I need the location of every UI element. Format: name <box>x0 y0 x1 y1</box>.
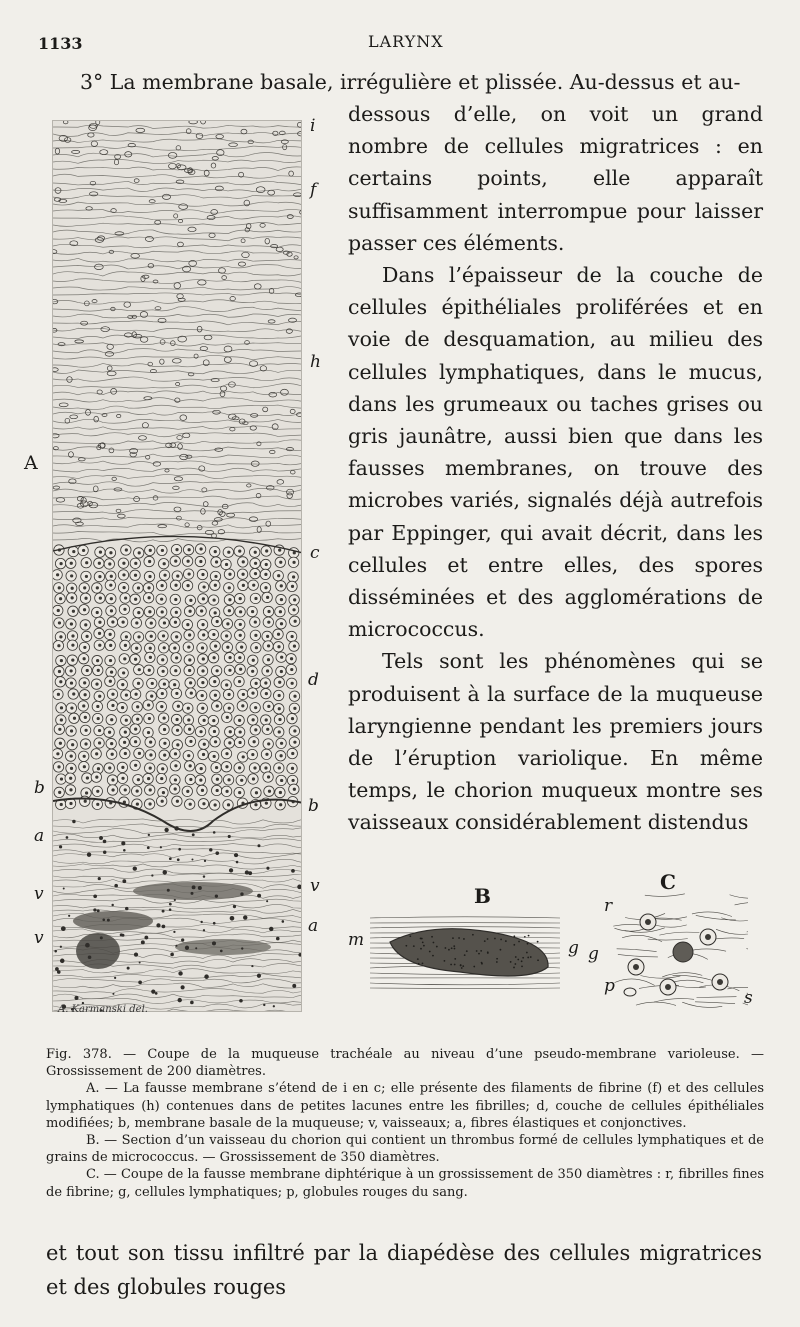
label-v-right: v <box>310 876 320 896</box>
page-number: 1133 <box>38 34 83 53</box>
figure-caption <box>46 1046 764 1201</box>
label-f: f <box>310 180 317 200</box>
label-d: d <box>308 670 319 690</box>
panel-c-title: C <box>660 870 676 894</box>
label-s: s <box>744 988 753 1008</box>
figure-panel-c-illustration <box>608 892 748 1012</box>
figure-panel-a-illustration <box>52 120 302 1012</box>
label-g-panel-b: g <box>568 938 579 958</box>
label-b-left: b <box>34 778 45 798</box>
label-v-left-1: v <box>34 884 44 904</box>
caption-item-b: B. — Section d’un vaisseau du chorion qui contient un thrombus formé de cellules lymphatiques et de grains de micrococcus. — Grossissement de 350 diamètres. <box>46 1133 764 1166</box>
final-paragraph <box>46 1236 762 1304</box>
caption-item-a: A. — La fausse membrane s’étend de i en c; elle présente des filaments de fibrine (f) et des cellules lymphatiques (h) contenues dans de petites lacunes entre les fibrilles; d, couche de cellules épithéliales modifiées; b, membrane basale de la muqueuse; v, vaisseaux; a, fibres élastiques et conjonctives. <box>46 1081 764 1131</box>
label-v-left-2: v <box>34 928 44 948</box>
label-g-panel-c: g <box>588 944 599 964</box>
label-c: c <box>310 543 320 563</box>
diphtheric-membrane-drawing <box>608 892 748 1012</box>
paragraph-3: Tels sont les phénomènes qui se produisent à la surface de la muqueuse laryngienne pendant les premiers jours de l’éruption variolique. En même temps, le chorion muqueux montre ses vaisseaux considérablement distendus <box>348 649 763 835</box>
label-i: i <box>310 116 316 136</box>
paragraph-1-continued: dessous d’elle, on voit un grand nombre de cellules migratrices : en certains points, elle apparaît suffisamment interrompue pour laisser passer ces éléments. <box>348 102 763 255</box>
label-m: m <box>348 930 365 950</box>
caption-title: Fig. 378. — Coupe de la muqueuse trachéale au niveau d’une pseudo-membrane varioleuse. — Grossissement de 200 diamètres. <box>46 1047 764 1080</box>
label-h: h <box>310 352 321 372</box>
label-b-right: b <box>308 796 319 816</box>
label-p: p <box>604 976 615 996</box>
paragraph-2: Dans l’épaisseur de la couche de cellules épithéliales proliférées et en voie de desquamation, au milieu des cellules lymphatiques, dans le mucus, dans les grumeaux ou taches grises ou gris jaunâtre, aussi bien que dans les fausses membranes, on trouve des microbes variés, signalés déjà autrefois par Eppinger, qui avait décrit, dans les cellules et entre elles, des spores disséminées et des agglomérations de micrococcus. <box>348 263 763 642</box>
caption-item-c: C. — Coupe de la fausse membrane diphtérique à un grossissement de 350 diamètres : r, fibrilles fines de fibrine; g, cellules lymphatiques; p, globules rouges du sang. <box>46 1167 764 1200</box>
artist-signature: A. Karmanski del. <box>58 1004 148 1015</box>
tissue-section-drawing <box>53 121 302 1012</box>
body-first-line: 3° La membrane basale, irrégulière et plissée. Au-dessus et au- <box>80 70 741 94</box>
body-column <box>348 98 763 839</box>
label-a-right: a <box>308 916 319 936</box>
final-text: et tout son tissu infiltré par la diapédèse des cellules migratrices et des globules rouges <box>46 1241 762 1299</box>
label-r: r <box>604 896 613 916</box>
panel-a-side-label: A <box>24 452 38 474</box>
vessel-thrombus-drawing <box>370 912 560 992</box>
panel-b-title: B <box>474 884 491 908</box>
figure-panel-b-illustration <box>370 912 560 992</box>
label-a-left: a <box>34 826 45 846</box>
running-title: LARYNX <box>368 32 444 51</box>
